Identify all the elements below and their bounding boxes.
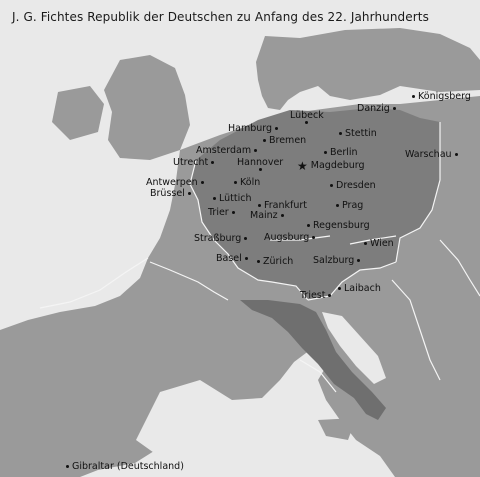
city-label-laibach	[338, 283, 381, 294]
city-dot-icon	[305, 121, 308, 124]
city-dot-icon	[330, 184, 333, 187]
city-name: Gibraltar (Deutschland)	[72, 461, 184, 472]
city-name: Dresden	[336, 180, 376, 191]
city-name: Lüttich	[219, 193, 252, 204]
city-label-luettich	[213, 193, 251, 204]
city-name: Königsberg	[418, 91, 471, 102]
city-dot-icon	[258, 204, 261, 207]
city-name: Hannover	[237, 157, 284, 168]
city-label-luebeck	[290, 110, 324, 125]
city-dot-icon	[263, 139, 266, 142]
city-label-mainz	[250, 210, 284, 221]
city-label-antwerpen	[146, 177, 204, 188]
city-label-utrecht	[173, 157, 214, 168]
city-label-koeln	[234, 177, 260, 188]
city-name: Basel	[216, 253, 242, 264]
city-label-bremen	[263, 135, 306, 146]
city-name: Laibach	[344, 283, 381, 294]
city-label-wien	[364, 238, 394, 249]
city-name: Triest	[300, 290, 326, 301]
city-label-basel	[216, 253, 248, 264]
capital-star-icon: ★	[297, 158, 308, 173]
city-label-bruessel	[150, 188, 191, 199]
city-dot-icon	[339, 132, 342, 135]
city-name: Wien	[370, 238, 394, 249]
city-label-trier	[208, 207, 235, 218]
city-label-augsburg	[264, 232, 315, 243]
city-dot-icon	[455, 153, 458, 156]
city-name: Lübeck	[290, 110, 324, 121]
city-dot-icon	[211, 161, 214, 164]
city-label-triest	[300, 290, 331, 301]
city-dot-icon	[281, 214, 284, 217]
city-label-gibraltar	[66, 461, 184, 472]
city-dot-icon	[307, 224, 310, 227]
city-name: Antwerpen	[146, 177, 198, 188]
city-dot-icon	[254, 149, 257, 152]
city-name: Magdeburg	[310, 160, 365, 171]
city-dot-icon	[412, 95, 415, 98]
city-dot-icon	[275, 127, 278, 130]
city-name: Salzburg	[313, 255, 355, 266]
city-name: Straßburg	[194, 233, 242, 244]
city-dot-icon	[257, 260, 260, 263]
city-label-amsterdam	[196, 145, 257, 156]
city-label-prag	[336, 200, 363, 211]
city-dot-icon	[324, 151, 327, 154]
city-name: Frankfurt	[264, 200, 308, 211]
city-name: Brüssel	[150, 188, 185, 199]
city-dot-icon	[364, 242, 367, 245]
city-name: Regensburg	[313, 220, 370, 231]
city-label-salzburg	[313, 255, 360, 266]
city-dot-icon	[338, 287, 341, 290]
city-name: Utrecht	[173, 157, 209, 168]
city-label-hamburg	[228, 123, 278, 134]
city-dot-icon	[312, 236, 315, 239]
city-dot-icon	[328, 294, 331, 297]
city-dot-icon	[259, 168, 262, 171]
city-dot-icon	[245, 257, 248, 260]
city-name: Danzig	[357, 103, 390, 114]
map-title: J. G. Fichtes Republik der Deutschen zu Anfang des 22. Jahrhunderts	[12, 10, 429, 24]
city-label-warschau	[405, 149, 458, 160]
city-name: Bremen	[269, 135, 307, 146]
city-dot-icon	[357, 259, 360, 262]
city-name: Augsburg	[264, 232, 310, 243]
city-dot-icon	[66, 465, 69, 468]
city-name: Amsterdam	[196, 145, 252, 156]
city-name: Mainz	[250, 210, 278, 221]
city-label-hannover	[237, 157, 283, 172]
city-name: Hamburg	[228, 123, 273, 134]
city-name: Zürich	[263, 256, 294, 267]
city-dot-icon	[188, 192, 191, 195]
city-dot-icon	[393, 107, 396, 110]
city-name: Prag	[342, 200, 364, 211]
city-label-berlin	[324, 147, 358, 158]
city-name: Stettin	[345, 128, 377, 139]
city-dot-icon	[232, 211, 235, 214]
city-name: Trier	[208, 207, 229, 218]
city-label-dresden	[330, 180, 376, 191]
city-dot-icon	[336, 204, 339, 207]
city-name: Warschau	[405, 149, 452, 160]
city-name: Köln	[240, 177, 261, 188]
city-name: Berlin	[330, 147, 358, 158]
city-dot-icon	[213, 197, 216, 200]
city-label-strassburg	[194, 233, 247, 244]
city-label-koenigsberg	[412, 91, 471, 102]
city-label-magdeburg	[297, 160, 365, 171]
city-label-danzig	[357, 103, 396, 114]
city-dot-icon	[201, 181, 204, 184]
city-dot-icon	[234, 181, 237, 184]
city-label-regensburg	[307, 220, 370, 231]
city-label-zuerich	[257, 256, 293, 267]
city-dot-icon	[244, 237, 247, 240]
city-label-stettin	[339, 128, 377, 139]
